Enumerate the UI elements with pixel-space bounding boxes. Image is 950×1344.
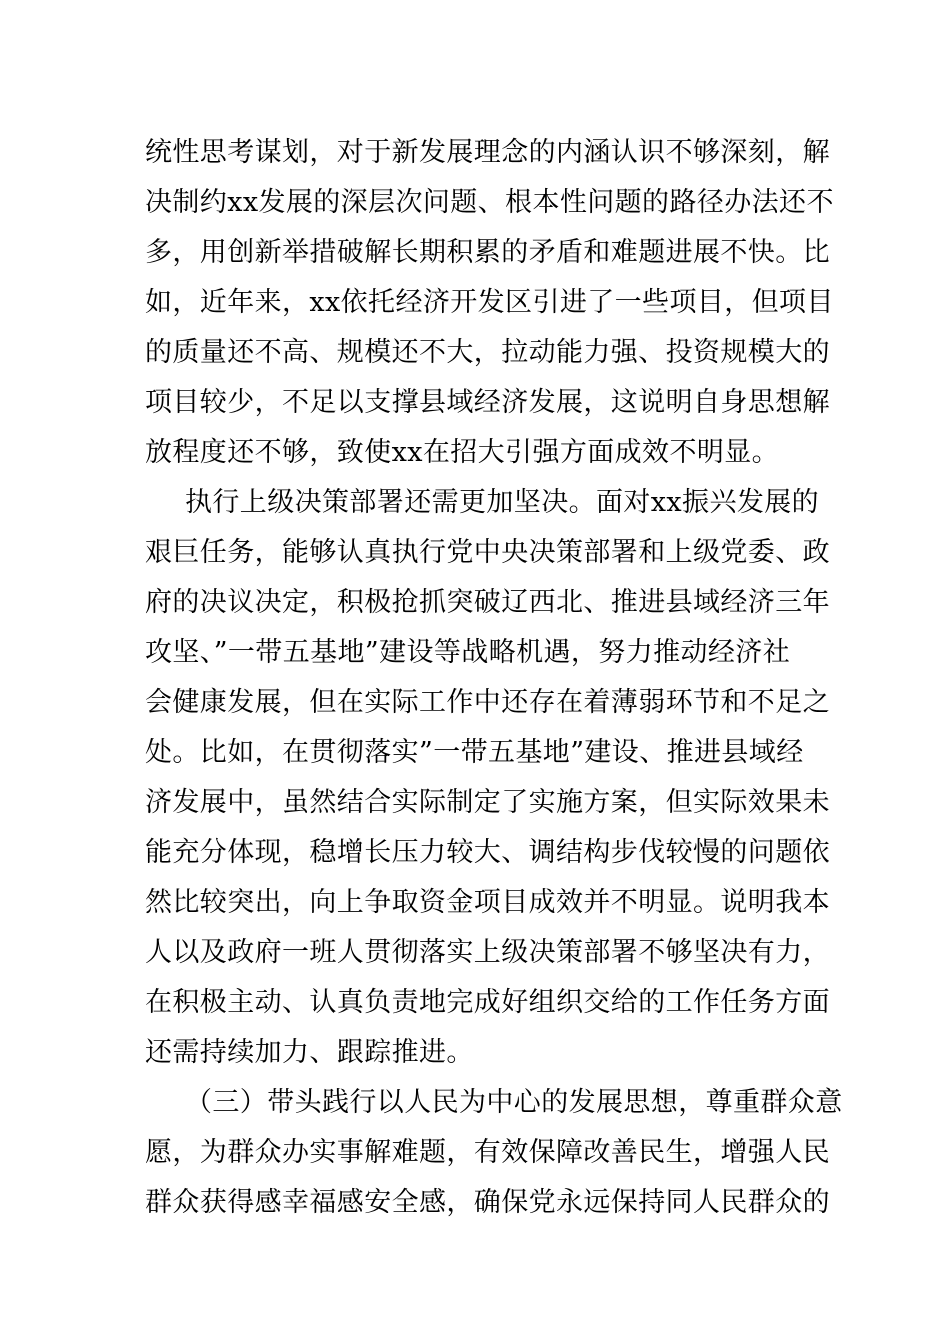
text-line: 执行上级决策部署还需更加坚决。面对xx振兴发展的 xyxy=(185,487,820,518)
text-line: 艰巨任务，能够认真执行党中央决策部署和上级党委、政 xyxy=(145,537,830,568)
text-line: 人以及政府一班人贯彻落实上级决策部署不够坚决有力， xyxy=(145,937,830,968)
text-line: 决制约xx发展的深层次问题、根本性问题的路径办法还不 xyxy=(145,187,834,218)
text-line: 的质量还不高、规模还不大，拉动能力强、投资规模大的 xyxy=(145,337,830,368)
text-line: 统性思考谋划，对于新发展理念的内涵认识不够深刻，解 xyxy=(145,137,830,168)
text-line: 济发展中，虽然结合实际制定了实施方案，但实际效果未 xyxy=(145,787,830,818)
text-line: 处。比如，在贯彻落实”一带五基地”建设、推进县域经 xyxy=(145,737,804,768)
document-body xyxy=(145,128,843,1228)
text-line: 放程度还不够，致使xx在招大引强方面成效不明显。 xyxy=(145,437,780,468)
text-line: 府的决议决定，积极抢抓突破辽西北、推进县域经济三年 xyxy=(145,587,830,618)
text-line: 在积极主动、认真负责地完成好组织交给的工作任务方面 xyxy=(145,987,830,1018)
text-line: 还需持续加力、跟踪推进。 xyxy=(145,1037,474,1068)
text-line: 愿，为群众办实事解难题，有效保障改善民生，增强人民 xyxy=(145,1137,830,1168)
text-line: 能充分体现，稳增长压力较大、调结构步伐较慢的问题依 xyxy=(145,837,830,868)
text-line: 多，用创新举措破解长期积累的矛盾和难题进展不快。比 xyxy=(145,237,830,268)
text-line: 项目较少，不足以支撑县域经济发展，这说明自身思想解 xyxy=(145,387,830,418)
text-line: 会健康发展，但在实际工作中还存在着薄弱环节和不足之 xyxy=(145,687,830,718)
text-line: （三）带头践行以人民为中心的发展思想，尊重群众意 xyxy=(185,1087,843,1118)
text-line: 然比较突出，向上争取资金项目成效并不明显。说明我本 xyxy=(145,887,830,918)
text-line: 攻坚、”一带五基地”建设等战略机遇，努力推动经济社 xyxy=(145,637,791,668)
text-line: 群众获得感幸福感安全感，确保党永远保持同人民群众的 xyxy=(145,1187,830,1218)
text-line: 如，近年来，xx依托经济开发区引进了一些项目，但项目 xyxy=(145,287,834,318)
